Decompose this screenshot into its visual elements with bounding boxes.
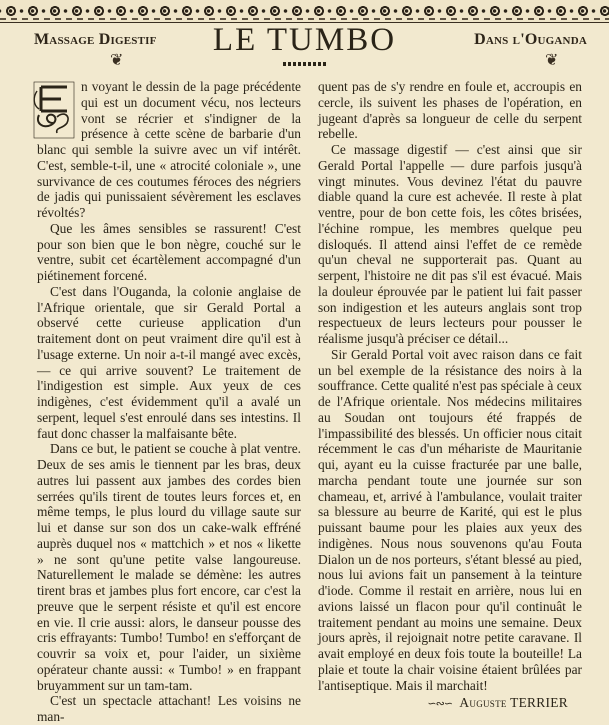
page-title: LE TUMBO (212, 22, 397, 58)
header-right-label: Dans l'Ouganda (474, 31, 587, 48)
flourish-left-icon: ❦ (110, 50, 124, 69)
top-ornament-band (0, 0, 609, 23)
paragraph: Ce massage digestif — c'est ainsi que sir Gerald Portal l'appelle — dure parfois jusqu'à vingt minutes. Vous devinez l'état du pauvre diable quand la cure est achevée. Il reste à plat ventre, pour de bon cette fois, les côtes brisées, l'échine rompue, les membres quelque peu disloqués. Il attend ainsi l'effet de ce remède qu'un cheval ne supporterait pas. Quant au serpent, l'histoire ne dit pas s'il est évacué. Mais la douleur éprouvée par le patient lui fait passer son indigestion et les auteurs anglais sont trop respectueux de leurs lecteurs pour pousser le réalisme jusqu'à préciser ce détail... (318, 142, 582, 346)
paragraph: C'est dans l'Ouganda, la colonie anglaise de l'Afrique orientale, que sir Gerald Portal a observé cette curieuse application d'un traitement dont on peut vraiment dire qu'il est à l'usage externe. Un noir a-t-il mangé avec excès, — ce qui arrive souvent? Le traitement de l'indigestion est simple. Aux yeux de ces indigènes, c'est évidemment qu'il a avalé un serpent, lequel s'est enroulé dans ses intestins. Il faut donc chasser la malfaisante bête. (37, 283, 301, 441)
paragraph: Sir Gerald Portal voit avec raison dans ce fait un bel exemple de la résistance des noirs à la souffrance. Cette qualité n'est pas spéciale à ceux de l'Afrique orientale. Nos médecins militaires au Soudan ont toujours été frappés de l'impassibilité des blessés. Un officier nous citait récemment le cas d'un méhariste de Mauritanie qui, ayant eu la cuisse fracturée par une balle, marcha pendant toute une journée sur son chameau, et, arrivé à l'ambulance, voulait traiter sa blessure au beurre de Karité, qui est le plus puissant baume pour les plaies aux yeux des indigènes. Nous nous souvenons qu'au Fouta Dialon un de nos porteurs, s'étant blessé au pied, nous lui avions fait un pansement à la teinture d'iode. Comme il restait en arrière, nous lui en avions laissé un flacon pour qu'il continuât le traitement pendant au moins une semaine. Deux jours après, il rejoignait notre petite caravane. Il avait employé en deux fois toute la bouteille! La plaie et toute la chair voisine étaient brûlées par l'antiseptique. Mais il marchait! (318, 346, 582, 693)
article-column-right (318, 79, 582, 713)
paragraph: Que les âmes sensibles se rassurent! C'est pour son bien que le bon nègre, couché sur le ventre, subit cet écartèlement accompagné d'un piétinement forcené. (37, 220, 301, 283)
flourish-right-icon: ❦ (545, 50, 559, 69)
article-column-left (37, 79, 301, 725)
paragraph: n voyant le dessin de la page précédente qui est un document vécu, nos lecteurs vont se récrier et s'indigner de la présence à cette scène de barbarie d'un blanc qui semble la suivre avec un vif intérêt. C'est, semble-t-il, une « atrocité coloniale », une survivance de ces coutumes féroces des négriers de jadis qui punissaient sévèrement les esclaves révoltés? (37, 79, 301, 220)
header-left-label: Massage Digestif (34, 31, 157, 48)
author-name: Auguste TERRIER (459, 695, 568, 711)
signature-ornament-icon: ∽∾∽ (427, 698, 453, 711)
title-underline-ornament (283, 62, 327, 66)
paragraph: quent pas de s'y rendre en foule et, accroupis en cercle, ils suivent les phases de l'opération, en jugeant d'après sa longueur de celle du serpent rebelle. (318, 79, 582, 142)
paragraph: Dans ce but, le patient se couche à plat ventre. Deux de ses amis le tiennent par les bras, deux autres lui passent aux jambes des cordes bien serrées qu'ils tirent de toutes leurs forces et, en même temps, le plus lourd du village saute sur lui et danse sur son dos un cake-walk effréné auprès duquel nos « mattchich » et nos « likette » ne sont qu'une petite valse langoureuse. Naturellement le malade se démène: les autres tirent bras et jambes plus fort encore, car c'est la preuve que le serpent résiste et qu'il est encore en vie. Il crie aussi: alors, le danseur pousse des cris effrayants: Tumbo! Tumbo! en s'efforçant de couvrir sa voix et, pour l'aider, un sixième opérateur chante aussi: « Tumbo! » en frappant bruyamment sur un tam-tam. (37, 441, 301, 693)
paragraph: C'est un spectacle attachant! Les voisins ne man- (37, 693, 301, 724)
dropcap-ornament-icon (33, 81, 75, 139)
